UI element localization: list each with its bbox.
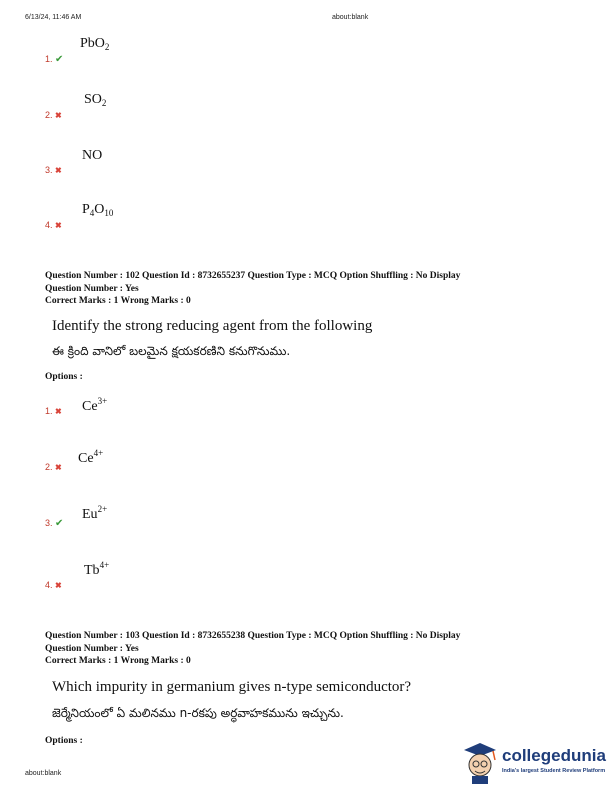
cross-icon: ✖ — [55, 111, 62, 120]
q102-question-telugu: ఈ క్రింది వానిలో బలమైన క్షయకరణిని కనుగొనుము. — [52, 344, 291, 358]
q102-option-4-value: $Tb^{4+}$ — [84, 560, 110, 578]
logo-tagline: India's largest Student Review Platform — [502, 768, 606, 774]
print-datetime: 6/13/24, 11:46 AM — [25, 14, 82, 21]
mascot-icon — [460, 740, 500, 784]
q102-option-2-number: 2. ✖ — [45, 462, 62, 472]
q103-question-telugu: జెర్మేనియంలో ఏ మలినము n-రకపు అర్ధవాహకమును ఇచ్చును. — [52, 706, 344, 720]
prev-option-4-value: $P_4O_{10}$ — [82, 202, 114, 218]
collegedunia-logo — [460, 740, 612, 784]
cross-icon: ✖ — [55, 581, 62, 590]
prev-option-2-number: 2. ✖ — [45, 110, 62, 120]
print-url: about:blank — [332, 14, 369, 21]
prev-option-1-number: 1. ✔ — [45, 54, 64, 65]
q102-option-3-number: 3. ✔ — [45, 518, 64, 529]
cross-icon: ✖ — [55, 407, 62, 416]
prev-option-3-number: 3. ✖ — [45, 165, 62, 175]
q103-meta: Question Number : 103 Question Id : 8732655238 Question Type : MCQ Option Shuffling : No Display Question Number : Yes Correct Marks : 1 Wrong Marks : 0 — [45, 631, 461, 666]
logo-wordmark: collegedunia — [502, 746, 606, 765]
cross-icon: ✖ — [55, 463, 62, 472]
cross-icon: ✖ — [55, 166, 62, 175]
cross-icon: ✖ — [55, 221, 62, 230]
q102-option-1-number: 1. ✖ — [45, 406, 62, 416]
prev-option-3-value: NO — [82, 148, 103, 163]
q103-question-text: Which impurity in germanium gives n-type semiconductor? — [52, 679, 412, 695]
q102-options-label: Options : — [45, 372, 83, 382]
footer-url: about:blank — [25, 770, 62, 777]
prev-option-1-value: PbO$_2$ — [80, 36, 110, 52]
check-icon: ✔ — [55, 54, 64, 65]
q102-option-3-value: $Eu^{2+}$ — [82, 504, 108, 522]
prev-option-4-number: 4. ✖ — [45, 220, 62, 230]
q102-meta: Question Number : 102 Question Id : 8732655237 Question Type : MCQ Option Shuffling : No Display Question Number : Yes Correct Marks : 1 Wrong Marks : 0 — [45, 271, 461, 306]
q102-question-text: Identify the strong reducing agent from the following — [52, 318, 373, 334]
q102-option-4-number: 4. ✖ — [45, 580, 62, 590]
prev-option-2-value: $SO_2$ — [84, 92, 107, 108]
check-icon: ✔ — [55, 518, 64, 529]
q102-option-2-value: $Ce^{4+}$ — [78, 448, 104, 466]
q102-option-1-value: $Ce^{3+}$ — [82, 396, 108, 414]
q103-options-label: Options : — [45, 736, 83, 746]
